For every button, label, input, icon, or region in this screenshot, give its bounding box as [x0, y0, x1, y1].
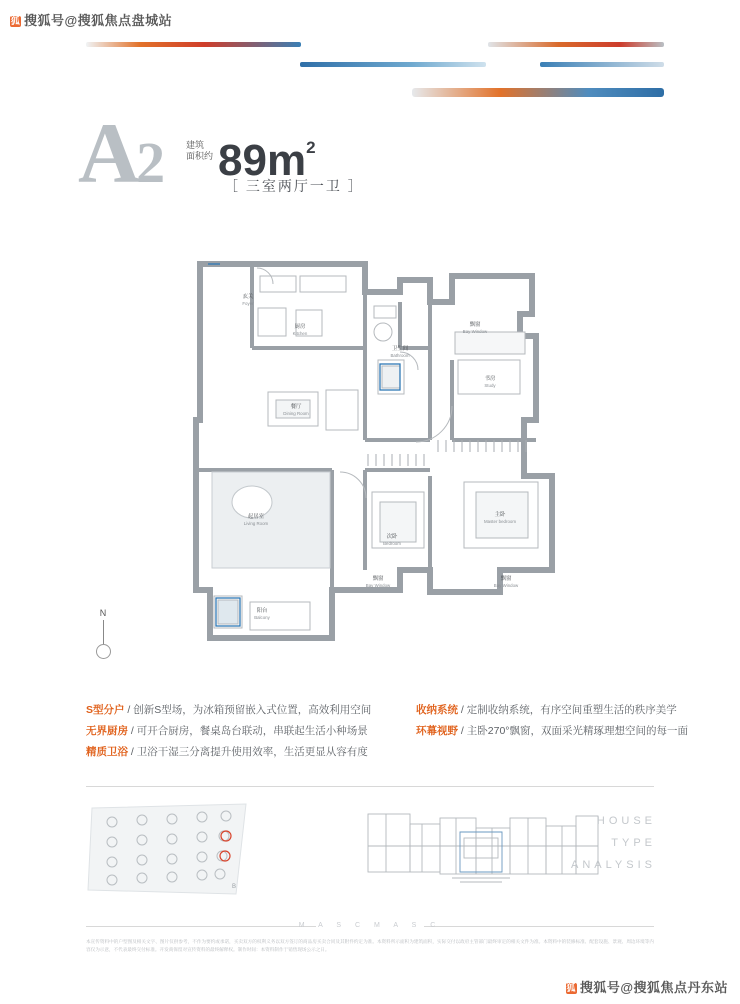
analysis-section	[86, 800, 656, 910]
feature-title-4: 环幕视野	[416, 725, 458, 737]
watermark-top-text: 搜狐号@搜狐焦点盘城站	[24, 13, 173, 28]
feature-item-0: S型分户 / 创新S型场，为冰箱预留嵌入式位置，高效利用空间	[86, 704, 372, 716]
unit-letter-sub: 2	[136, 130, 162, 195]
feature-item-2: 精质卫浴 / 卫浴干湿三分离提升使用效率，生活更显从容有度	[86, 746, 368, 758]
feature-item-3: 收纳系统 / 定制收纳系统，有序空间重塑生活的秩序美学	[416, 704, 677, 716]
analysis-label-analysis: ANALYSIS	[571, 859, 656, 871]
svg-text:Balcony: Balcony	[254, 615, 270, 620]
room-label-bay-3: 飘窗	[500, 576, 512, 582]
site-plan-diagram	[356, 802, 606, 902]
svg-text:Master bedroom: Master bedroom	[484, 519, 516, 524]
svg-text:Foyer: Foyer	[242, 301, 254, 306]
watermark-badge-icon-2: 狐	[566, 983, 577, 993]
compass-needle-icon	[103, 620, 104, 644]
room-label-master: 主卧	[494, 512, 506, 518]
compass-north-label: N	[99, 608, 107, 618]
feature-title-2: 精质卫浴	[86, 746, 128, 758]
analysis-heading	[571, 810, 656, 876]
room-label-bay-2: 飘窗	[372, 576, 384, 582]
area-value	[218, 126, 316, 183]
unit-letter-main: A	[78, 105, 137, 201]
svg-text:Dining Room: Dining Room	[283, 411, 309, 416]
floor-plan-svg	[100, 240, 640, 660]
svg-text:B: B	[232, 884, 237, 890]
room-config: ［ 三室两厅一卫 ］	[224, 178, 364, 194]
svg-text:Bay Window: Bay Window	[365, 583, 391, 588]
feature-item-4: 环幕视野 / 主卧270°飘窗，双面采光精琢理想空间的每一面	[416, 725, 688, 737]
analysis-label-house: HOUSE	[596, 815, 656, 827]
svg-text:Study: Study	[484, 383, 496, 388]
page-title	[78, 105, 638, 201]
divider-top	[86, 786, 654, 787]
svg-text:Bay Window: Bay Window	[462, 329, 488, 334]
key-plate-diagram	[86, 800, 251, 900]
feature-text-2: 卫浴干湿三分离提升使用效率，生活更显从容有度	[136, 746, 368, 758]
watermark-top	[10, 10, 172, 29]
room-label-dining: 餐厅	[290, 404, 302, 410]
room-label-bathroom: 卫生间	[391, 346, 409, 352]
room-label-bay-1: 飘窗	[469, 322, 481, 328]
masc-caption: M A S C M A S C	[298, 922, 442, 929]
feature-title-3: 收纳系统	[416, 704, 458, 716]
svg-text:Kitchen: Kitchen	[292, 331, 308, 336]
feature-title-1: 无界厨房	[86, 725, 128, 737]
decorative-ribbons	[0, 36, 740, 116]
feature-text-3: 定制收纳系统，有序空间重塑生活的秩序美学	[466, 704, 677, 716]
svg-text:Bathroom: Bathroom	[390, 353, 410, 358]
watermark-bottom	[566, 977, 728, 996]
analysis-label-type: TYPE	[611, 837, 656, 849]
area-unit: m	[266, 136, 307, 185]
area-label: 建筑 面积约	[186, 140, 214, 161]
watermark-bottom-text: 搜狐号@搜狐焦点丹东站	[579, 980, 728, 995]
room-label-kitchen: 厨房	[294, 324, 306, 330]
floor-plan	[100, 240, 640, 660]
disclaimer-text: 本宣传资料中的户型图及相关文字、图片仅供参考，不作为要约或承诺，买卖双方的权利义务以双方签订的商品房买卖合同及其附件约定为准。本资料所示面积为建筑面积，实际交付以政府主管部门最终审定的相关文件为准。本资料中的装修标准、配套设施、景观、周边环境等内容仅为示意，不代表最终交付标准。开发商保留对宣传资料的最终解释权。制作时间：本资料制作于销售现场公示之日。	[86, 939, 654, 952]
unit-letter	[78, 105, 162, 206]
room-label-living: 起居室	[247, 514, 265, 520]
ribbon-graphic	[0, 36, 740, 116]
feature-text-0: 创新S型场，为冰箱预留嵌入式位置，高效利用空间	[133, 704, 372, 716]
area-number: 89	[218, 136, 267, 185]
room-label-study: 书房	[484, 376, 496, 382]
svg-text:Bay Window: Bay Window	[493, 583, 519, 588]
feature-title-0: S型分户	[86, 704, 125, 716]
svg-text:Living Room: Living Room	[243, 521, 269, 526]
room-label-foyer: 玄关	[242, 294, 254, 300]
feature-text-1: 可开合厨房，餐桌岛台联动，串联起生活小种场景	[136, 725, 368, 737]
room-label-bedroom: 次卧	[386, 534, 398, 540]
room-label-balcony: 阳台	[256, 608, 268, 614]
feature-text-4: 主卧270°飘窗，双面采光精琢理想空间的每一面	[466, 725, 688, 737]
compass-circle-icon	[96, 644, 111, 659]
compass	[88, 608, 118, 654]
area-unit-sup: 2	[306, 138, 316, 157]
watermark-badge-icon: 狐	[10, 16, 21, 26]
feature-item-1: 无界厨房 / 可开合厨房，餐桌岛台联动，串联起生活小种场景	[86, 725, 368, 737]
svg-text:Bedroom: Bedroom	[383, 541, 401, 546]
